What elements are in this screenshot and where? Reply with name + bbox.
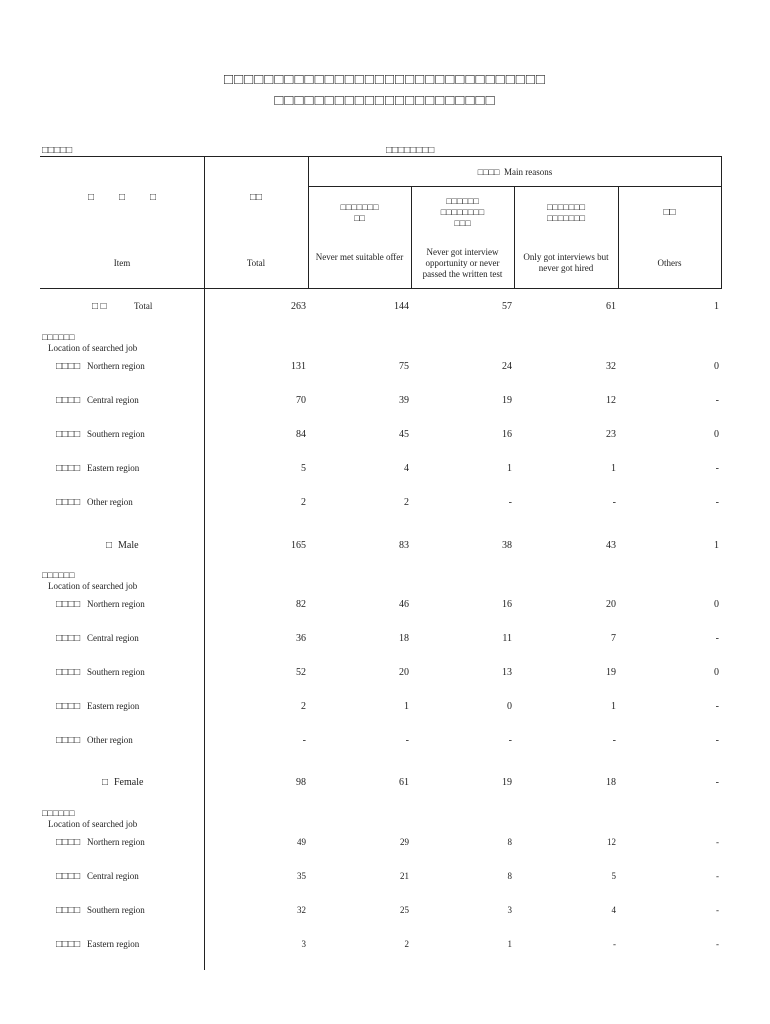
region-name-cn: □□□□	[56, 667, 81, 678]
value-others: 1	[714, 301, 719, 312]
region-name-en: Other region	[87, 497, 133, 507]
region-name-en: Central region	[87, 633, 139, 643]
value-others: -	[715, 395, 719, 406]
value-others: -	[716, 837, 719, 847]
region-name-en: Eastern region	[87, 939, 140, 949]
value-never-met-offer: 20	[399, 667, 409, 678]
value-no-interview: 38	[502, 540, 512, 551]
region-name-cn: □□□□	[56, 599, 81, 610]
value-others: 1	[714, 540, 719, 551]
table-row	[0, 667, 770, 683]
header-col4-cn: □□	[663, 207, 676, 218]
value-never-met-offer: 29	[400, 837, 409, 847]
table-row	[0, 633, 770, 649]
unit-label: □□□□□	[42, 145, 73, 156]
region-name-en: Eastern region	[87, 463, 140, 473]
page-title-line-2: □□□□□□□□□□□□□□□□□□□□□□	[274, 93, 496, 109]
value-interviewed-not-hired: 12	[607, 837, 616, 847]
header-item-cn: □ □ □	[87, 192, 157, 203]
value-interviewed-not-hired: 19	[606, 667, 616, 678]
value-never-met-offer: 144	[394, 301, 409, 312]
location-group-label-en: Location of searched job	[48, 819, 138, 829]
value-total: 165	[291, 540, 306, 551]
value-interviewed-not-hired: 12	[606, 395, 616, 406]
value-never-met-offer: 1	[404, 701, 409, 712]
value-total: 263	[291, 301, 306, 312]
value-no-interview: 1	[507, 463, 512, 474]
region-name-cn: □□□□	[56, 735, 81, 746]
header-main-reasons: □□□□ Main reasons	[477, 167, 553, 177]
value-total: 2	[301, 701, 306, 712]
header-total-cn: □□	[249, 192, 263, 203]
section-male-name-cn: □	[106, 540, 113, 551]
value-total: 82	[296, 599, 306, 610]
value-total: 32	[297, 905, 306, 915]
value-others: -	[716, 939, 719, 949]
value-no-interview: 13	[502, 667, 512, 678]
table-row	[0, 905, 770, 921]
table-row	[0, 939, 770, 955]
table-row	[0, 497, 770, 513]
region-name-en: Central region	[87, 395, 139, 405]
value-never-met-offer: 25	[400, 905, 409, 915]
value-interviewed-not-hired: 5	[611, 871, 616, 881]
value-no-interview: -	[508, 497, 512, 508]
value-no-interview: 57	[502, 301, 512, 312]
value-others: -	[715, 633, 719, 644]
table-row	[0, 871, 770, 887]
table-row	[0, 599, 770, 615]
center-note: □□□□□□□□	[386, 145, 435, 156]
value-no-interview: 19	[502, 777, 512, 788]
table-top-rule	[40, 156, 722, 157]
value-never-met-offer: -	[405, 735, 409, 746]
value-others: -	[715, 497, 719, 508]
header-col3-en: Only got interviews but never got hired	[523, 252, 609, 273]
region-name-cn: □□□□	[56, 939, 81, 950]
header-total-en: Total	[246, 258, 266, 268]
table-row	[0, 701, 770, 717]
value-never-met-offer: 45	[399, 429, 409, 440]
location-group-label	[42, 332, 137, 354]
value-total: 2	[301, 497, 306, 508]
value-others: 0	[714, 599, 719, 610]
value-interviewed-not-hired: 7	[611, 633, 616, 644]
section-female-name-en: Female	[114, 777, 144, 788]
location-group-label-cn: □□□□□□	[42, 570, 75, 580]
value-interviewed-not-hired: 4	[611, 905, 616, 915]
value-never-met-offer: 4	[404, 463, 409, 474]
value-no-interview: 3	[507, 905, 512, 915]
header-col2-en: Never got interview opportunity or never passed the written test	[422, 247, 503, 279]
header-col1-en: Never met suitable offer	[315, 252, 404, 262]
region-name-en: Southern region	[87, 905, 145, 915]
section-female-row	[0, 777, 770, 793]
region-name-en: Southern region	[87, 429, 145, 439]
section-male-name-en: Male	[118, 540, 139, 551]
value-total: 98	[296, 777, 306, 788]
value-total: -	[302, 735, 306, 746]
value-total: 49	[297, 837, 306, 847]
value-others: -	[715, 701, 719, 712]
value-never-met-offer: 2	[404, 939, 409, 949]
header-col1-cn: □□□□□□□ □□	[340, 202, 379, 223]
value-no-interview: 16	[502, 429, 512, 440]
page-title-line-1: □□□□□□□□□□□□□□□□□□□□□□□□□□□□□□□□	[224, 72, 546, 88]
value-never-met-offer: 75	[399, 361, 409, 372]
table-row	[0, 429, 770, 445]
region-name-cn: □□□□	[56, 905, 81, 916]
value-interviewed-not-hired: 43	[606, 540, 616, 551]
section-total-name-en: Total	[134, 301, 153, 311]
section-female-name-cn: □	[102, 777, 109, 788]
value-interviewed-not-hired: 1	[611, 701, 616, 712]
value-interviewed-not-hired: 20	[606, 599, 616, 610]
region-name-cn: □□□□	[56, 871, 81, 882]
value-others: -	[715, 735, 719, 746]
region-name-cn: □□□□	[56, 497, 81, 508]
header-col4-en: Others	[657, 258, 682, 268]
value-others: 0	[714, 667, 719, 678]
region-name-en: Southern region	[87, 667, 145, 677]
region-name-cn: □□□□	[56, 463, 81, 474]
value-total: 3	[301, 939, 306, 949]
location-group-label-cn: □□□□□□	[42, 808, 75, 818]
value-interviewed-not-hired: 23	[606, 429, 616, 440]
value-others: 0	[714, 361, 719, 372]
value-no-interview: 11	[502, 633, 512, 644]
section-male-row	[0, 540, 770, 556]
header-item-en: Item	[113, 258, 131, 268]
value-never-met-offer: 39	[399, 395, 409, 406]
value-others: -	[715, 463, 719, 474]
value-others: 0	[714, 429, 719, 440]
reason-divider-3	[618, 186, 619, 288]
value-no-interview: -	[508, 735, 512, 746]
value-no-interview: 1	[507, 939, 512, 949]
value-total: 35	[297, 871, 306, 881]
value-others: -	[716, 871, 719, 881]
region-name-en: Northern region	[87, 837, 145, 847]
region-name-cn: □□□□	[56, 395, 81, 406]
value-never-met-offer: 2	[404, 497, 409, 508]
table-row	[0, 395, 770, 411]
region-name-en: Other region	[87, 735, 133, 745]
region-name-en: Northern region	[87, 599, 145, 609]
section-total-row	[0, 301, 770, 317]
location-group-label	[42, 808, 137, 830]
value-interviewed-not-hired: -	[612, 735, 616, 746]
value-no-interview: 16	[502, 599, 512, 610]
header-col2-cn: □□□□□□ □□□□□□□□ □□□	[440, 196, 485, 228]
value-total: 5	[301, 463, 306, 474]
value-interviewed-not-hired: 32	[606, 361, 616, 372]
region-name-cn: □□□□	[56, 701, 81, 712]
value-no-interview: 0	[507, 701, 512, 712]
main-reasons-rule	[308, 186, 722, 187]
value-total: 131	[291, 361, 306, 372]
section-total-name-cn: □ □	[92, 301, 107, 312]
header-bottom-rule	[40, 288, 722, 289]
value-interviewed-not-hired: 61	[606, 301, 616, 312]
value-interviewed-not-hired: -	[612, 497, 616, 508]
value-total: 36	[296, 633, 306, 644]
value-never-met-offer: 61	[399, 777, 409, 788]
region-name-en: Northern region	[87, 361, 145, 371]
value-interviewed-not-hired: 18	[606, 777, 616, 788]
region-name-cn: □□□□	[56, 837, 81, 848]
value-total: 52	[296, 667, 306, 678]
region-name-cn: □□□□	[56, 633, 81, 644]
value-total: 84	[296, 429, 306, 440]
location-group-label-en: Location of searched job	[48, 343, 138, 353]
table-row	[0, 361, 770, 377]
location-group-label	[42, 570, 137, 592]
value-no-interview: 19	[502, 395, 512, 406]
table-row	[0, 463, 770, 479]
value-interviewed-not-hired: 1	[611, 463, 616, 474]
table-row	[0, 837, 770, 853]
value-interviewed-not-hired: -	[613, 939, 616, 949]
table-row	[0, 735, 770, 751]
value-others: -	[716, 905, 719, 915]
value-total: 70	[296, 395, 306, 406]
region-name-en: Eastern region	[87, 701, 140, 711]
location-group-label-en: Location of searched job	[48, 581, 138, 591]
value-no-interview: 8	[507, 837, 512, 847]
value-never-met-offer: 21	[400, 871, 409, 881]
region-name-cn: □□□□	[56, 429, 81, 440]
value-no-interview: 24	[502, 361, 512, 372]
value-no-interview: 8	[507, 871, 512, 881]
value-never-met-offer: 46	[399, 599, 409, 610]
value-never-met-offer: 83	[399, 540, 409, 551]
region-name-cn: □□□□	[56, 361, 81, 372]
header-col3-cn: □□□□□□□ □□□□□□□	[546, 202, 586, 223]
location-group-label-cn: □□□□□□	[42, 332, 75, 342]
value-never-met-offer: 18	[399, 633, 409, 644]
value-others: -	[715, 777, 719, 788]
region-name-en: Central region	[87, 871, 139, 881]
